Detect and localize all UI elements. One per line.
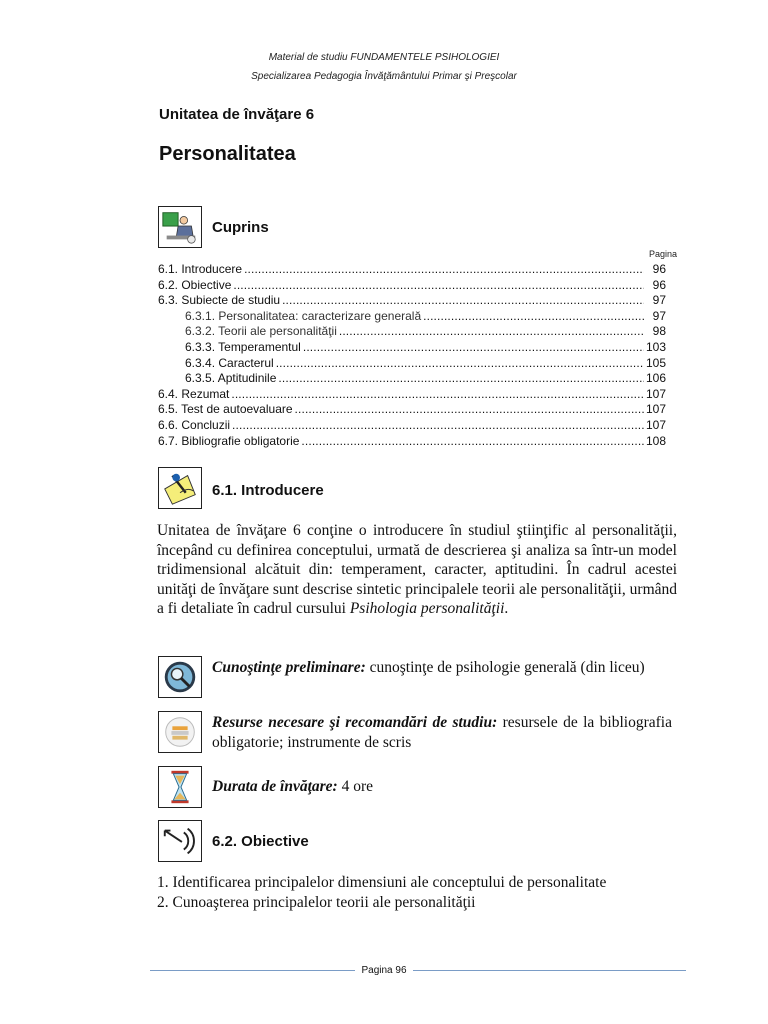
toc-entry[interactable]: 6.5. Test de autoevaluare . . . 107 — [158, 402, 666, 418]
unit-title: Unitatea de învăţare 6 — [159, 106, 315, 123]
obiective-heading: 6.2. Obiective — [212, 833, 309, 850]
header-specialization-line: Specializarea Pedagogia Învăţământului Primar şi Preşcolar — [251, 71, 517, 82]
objective-item: 1. Identificarea principalelor dimensiuni ale conceptului de personalitate — [157, 874, 607, 891]
toc-entry[interactable]: 6.1. Introducere . . . 96 — [158, 262, 666, 278]
toc-page-column-label: Pagina — [648, 249, 677, 259]
table-of-contents — [158, 262, 666, 449]
magnifier-icon — [158, 656, 202, 698]
prior-knowledge-block: Cunoştinţe preliminare: cunoştinţe de psihologie generală (din liceu) — [212, 659, 645, 676]
footer-page-number: Pagina 96 — [0, 965, 768, 976]
resources-block: Resurse necesare şi recomandări de studiu: resursele de la bibliografia obligatorie; instrumente de scris — [212, 714, 672, 751]
toc-entry[interactable]: 6.3. Subiecte de studiu . . . 97 — [158, 293, 666, 309]
toc-subentry[interactable]: 6.3.4. Caracterul . . . 105 — [158, 356, 666, 372]
toc-subentry[interactable]: 6.3.1. Personalitatea: caracterizare generală . . . 97 — [158, 309, 666, 325]
cuprins-heading: Cuprins — [212, 219, 269, 236]
introducere-paragraph: Unitatea de învăţare 6 conţine o introducere în studiul ştiinţific al personalităţii, începând cu definirea conceptului, urmată de descrierea şi analiza sa într-un model tridimensional alcătuit din: temperament, caracter, aptitudini. În cadrul acestei unităţi de învăţare sunt descrise sintetic principalele teorii ale personalităţii, urmând a fi detaliate în cadrul cursului Psihologia personalităţii. — [157, 522, 677, 617]
introducere-heading: 6.1. Introducere — [212, 482, 324, 499]
toc-entry[interactable]: 6.7. Bibliografie obligatorie . . . 108 — [158, 434, 666, 450]
hourglass-icon — [158, 766, 202, 808]
objectives-list — [157, 873, 687, 912]
writing-hand-icon — [158, 467, 202, 509]
toc-entry[interactable]: 6.6. Concluzii . . . 107 — [158, 418, 666, 434]
duration-block: Durata de învăţare: 4 ore — [212, 778, 374, 795]
target-arrow-icon — [158, 820, 202, 862]
books-icon — [158, 711, 202, 753]
page-title: Personalitatea — [159, 143, 296, 165]
header-course-line: Material de studiu FUNDAMENTELE PSIHOLOGIEI — [268, 52, 500, 63]
toc-entry[interactable]: 6.2. Obiective . . . 96 — [158, 278, 666, 294]
objective-item: 2. Cunoaşterea principalelor teorii ale personalităţii — [157, 893, 476, 911]
toc-subentry[interactable]: 6.3.2. Teorii ale personalităţii . . . 98 — [158, 324, 666, 340]
toc-subentry[interactable]: 6.3.3. Temperamentul . . . 103 — [158, 340, 666, 356]
toc-subentry[interactable]: 6.3.5. Aptitudinile . . . 106 — [158, 371, 666, 387]
toc-entry[interactable]: 6.4. Rezumat . . . 107 — [158, 387, 666, 403]
person-at-desk-icon — [158, 206, 202, 248]
